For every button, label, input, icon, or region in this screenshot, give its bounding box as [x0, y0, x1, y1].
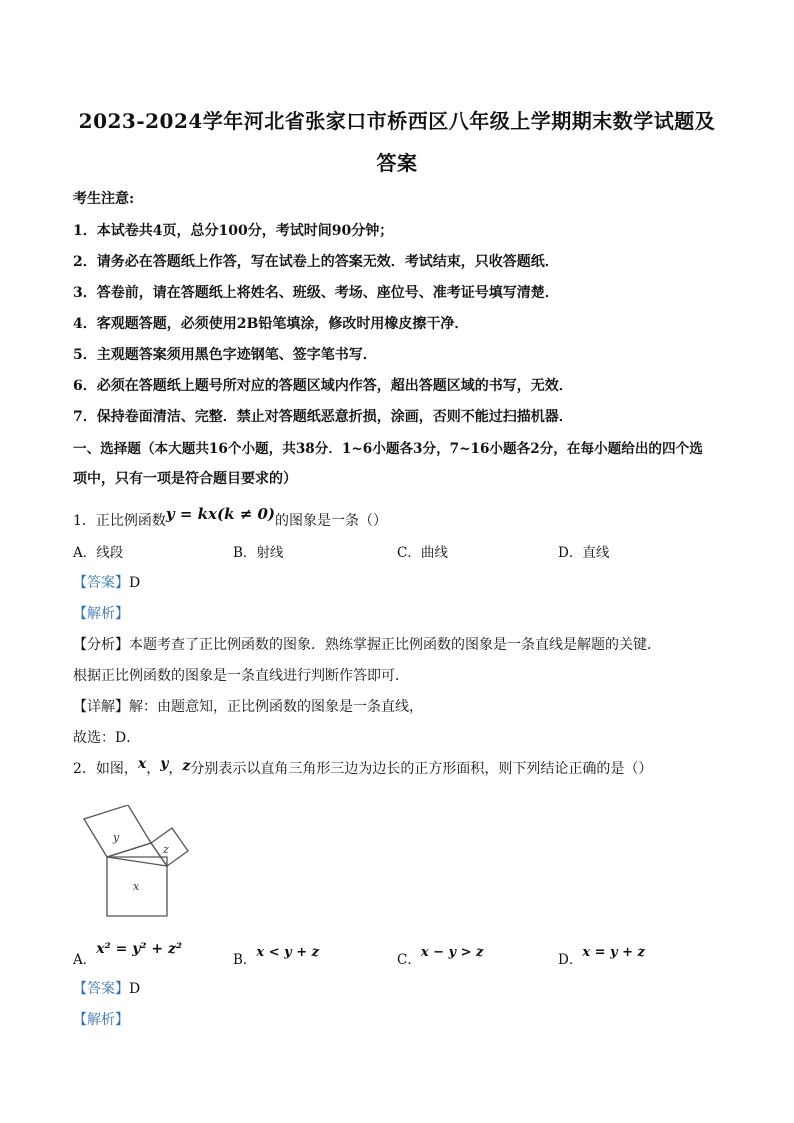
- section-heading-line2: 项中，只有一项是符合题目要求的）: [73, 471, 297, 487]
- notice-item: 4．客观题答题，必须使用2B铅笔填涂，修改时用橡皮擦干净．: [73, 316, 469, 332]
- q1-analysis-tag: 【解析】: [73, 606, 129, 622]
- square-z: [151, 828, 188, 866]
- label-z: z: [163, 843, 169, 856]
- q1-conclusion: 故选：D．: [73, 730, 141, 746]
- q2-option-a: A．x² = y² + z²: [73, 941, 183, 968]
- notice-item: 1．本试卷共4页，总分100分，考试时间90分钟；: [73, 223, 394, 239]
- q1-option-c: C．曲线: [397, 545, 448, 561]
- document-title-line1: 2023-2024学年河北省张家口市桥西区八年级上学期期末数学试题及: [78, 109, 716, 133]
- q1-option-d: D．直线: [558, 545, 610, 561]
- question-1: [73, 505, 388, 530]
- var-y: y: [160, 756, 169, 772]
- question-1-suffix: 的图象是一条（）: [275, 513, 388, 529]
- notice-item: 6．必须在答题纸上题号所对应的答题区域内作答，超出答题区域的书写，无效．: [73, 378, 573, 394]
- label-x: x: [133, 880, 140, 893]
- notice-item: 3．答卷前，请在答题纸上将姓名、班级、考场、座位号、准考证号填写清楚．: [73, 285, 559, 301]
- var-z: z: [182, 758, 191, 774]
- var-x: x: [137, 756, 147, 772]
- q1-option-a: A．线段: [73, 545, 124, 561]
- document-title-line2: 答案: [376, 151, 418, 175]
- q1-fenxi: 【分析】本题考查了正比例函数的图象．熟练掌握正比例函数的图象是一条直线是解题的关键．: [73, 637, 661, 653]
- notice-item: 7．保持卷面清洁、完整．禁止对答题纸恶意折损，涂画，否则不能过扫描机器．: [73, 409, 573, 425]
- q1-fenxi-2: 根据正比例函数的图象是一条直线进行判断作答即可．: [73, 668, 409, 684]
- q2-answer: 【答案】D: [73, 981, 141, 997]
- right-triangle: [107, 843, 167, 866]
- notice-item: 5．主观题答案须用黑色字迹钢笔、签字笔书写．: [73, 347, 377, 363]
- q2-analysis-tag: 【解析】: [73, 1012, 129, 1028]
- notice-heading: 考生注意:: [73, 191, 135, 207]
- pythagorean-squares-diagram: [78, 805, 198, 923]
- notice-item: 2．请务必在答题纸上作答，写在试卷上的答案无效．考试结束，只收答题纸．: [73, 254, 559, 270]
- q1-option-b: B．射线: [233, 545, 284, 561]
- q2-option-c: C．x − y > z: [397, 945, 484, 968]
- q2-option-b: B．x < y + z: [233, 945, 319, 968]
- q2-option-d: D．x = y + z: [558, 945, 645, 968]
- question-1-formula: y = kx(k ≠ 0): [165, 505, 276, 523]
- q1-detail: 【详解】解：由题意知，正比例函数的图象是一条直线，: [73, 699, 423, 715]
- question-2: 2．如图，x，y，z分别表示以直角三角形三边为边长的正方形面积，则下列结论正确的是（）: [73, 756, 653, 777]
- question-1-prefix: 1．正比例函数: [73, 513, 166, 529]
- label-y: y: [113, 831, 120, 844]
- section-heading-line1: 一、选择题（本大题共16个小题，共38分．1~6小题各3分，7~16小题各2分，在每小题给出的四个选: [73, 441, 703, 457]
- q1-answer: 【答案】D: [73, 575, 141, 591]
